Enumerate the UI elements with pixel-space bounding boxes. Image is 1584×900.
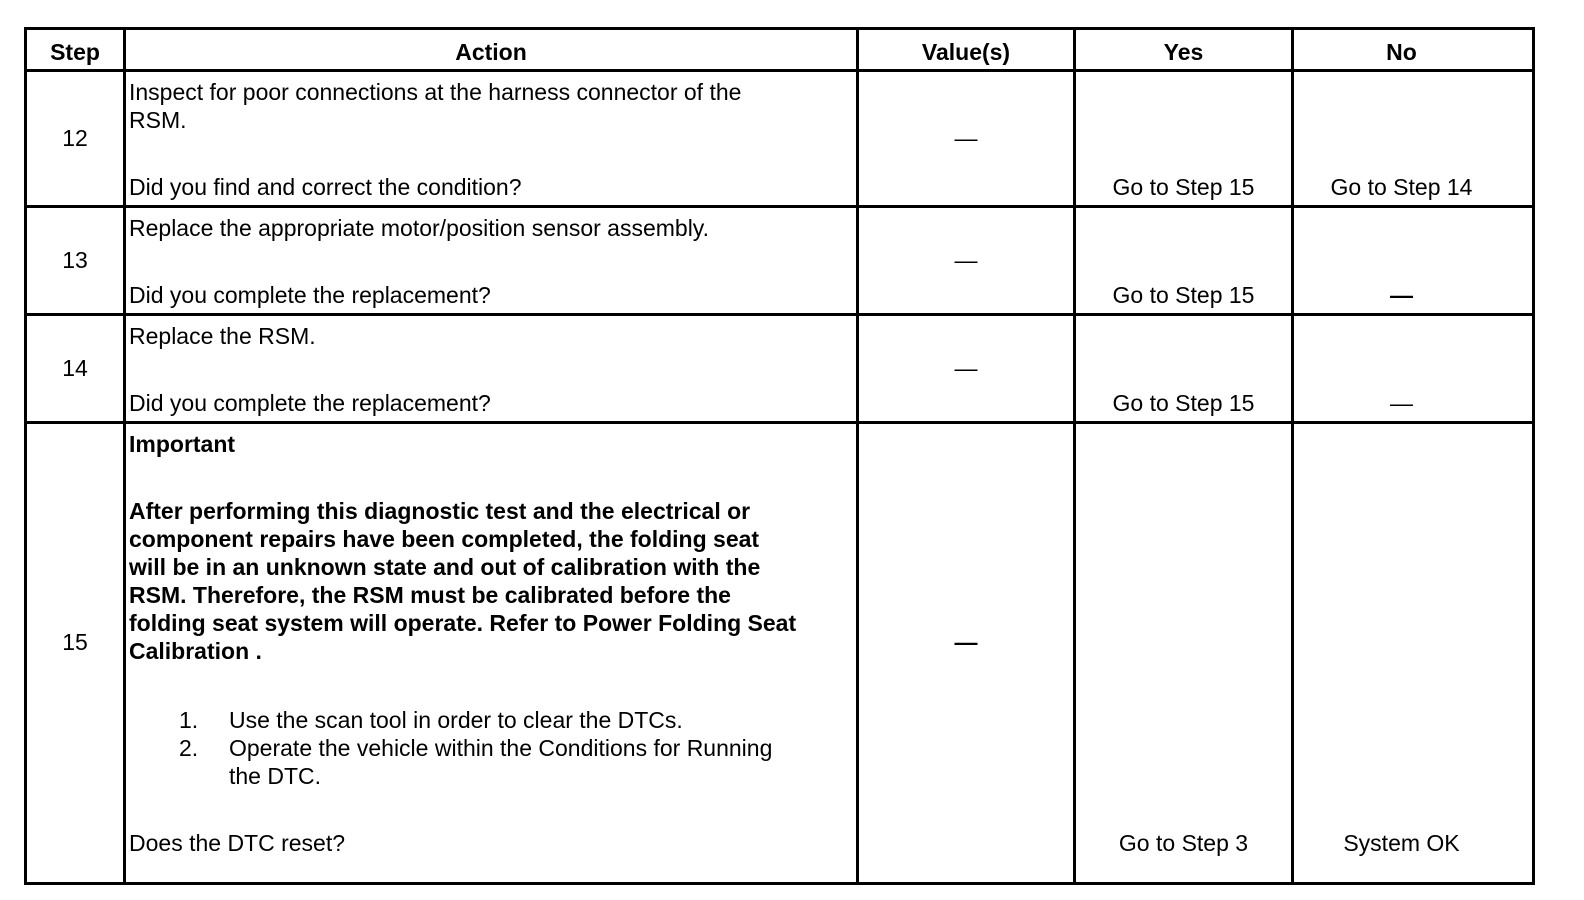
row-divider — [27, 421, 1532, 424]
important-line: After performing this diagnostic test and the electrical or — [129, 498, 751, 524]
row-divider — [27, 69, 1532, 72]
action-line: Inspect for poor connections at the harness connector of the — [129, 79, 742, 105]
no-cell: Go to Step 14 — [1330, 174, 1473, 200]
yes-cell: Go to Step 15 — [1112, 174, 1255, 200]
action-question: Does the DTC reset? — [129, 830, 346, 856]
important-title: Important — [129, 431, 236, 457]
procedure-step-text: Use the scan tool in order to clear the DTCs. — [229, 707, 683, 733]
diagnostic-table — [24, 27, 1535, 885]
value-cell: — — [954, 355, 978, 381]
header-step: Step — [50, 39, 100, 65]
no-cell: — — [1390, 390, 1413, 416]
step-number: 15 — [62, 629, 88, 655]
value-cell: — — [954, 125, 978, 151]
important-line: component repairs have been completed, the folding seat — [129, 526, 760, 552]
header-yes: Yes — [1163, 39, 1204, 65]
yes-cell: Go to Step 3 — [1118, 830, 1249, 856]
procedure-step-text: the DTC. — [229, 763, 322, 789]
important-line: will be in an unknown state and out of calibration with the — [129, 554, 761, 580]
procedure-step-number: 2. — [179, 735, 199, 761]
action-text — [129, 78, 849, 134]
action-question: Did you complete the replacement? — [129, 390, 491, 416]
step-number: 14 — [62, 355, 88, 381]
column-divider — [1073, 30, 1076, 882]
important-note — [129, 497, 854, 665]
action-text: Replace the RSM. — [129, 323, 316, 349]
yes-cell: Go to Step 15 — [1112, 390, 1255, 416]
no-cell: — — [1390, 282, 1413, 308]
procedure-step-number: 1. — [179, 707, 199, 733]
action-text: Replace the appropriate motor/position sensor assembly. — [129, 215, 709, 241]
step-number: 12 — [62, 125, 88, 151]
column-divider — [1291, 30, 1294, 882]
column-divider — [123, 30, 126, 882]
action-question: Did you complete the replacement? — [129, 282, 491, 308]
action-question: Did you find and correct the condition? — [129, 174, 522, 200]
no-cell: System OK — [1343, 830, 1460, 856]
yes-cell: Go to Step 15 — [1112, 282, 1255, 308]
row-divider — [27, 313, 1532, 316]
value-cell: — — [954, 629, 978, 655]
header-no: No — [1386, 39, 1417, 65]
important-line: folding seat system will operate. Refer to Power Folding Seat — [129, 610, 797, 636]
important-line: Calibration . — [129, 638, 262, 664]
step-number: 13 — [62, 247, 88, 273]
important-line: RSM. Therefore, the RSM must be calibrated before the — [129, 582, 731, 608]
column-divider — [856, 30, 859, 882]
action-line: RSM. — [129, 107, 187, 133]
value-cell: — — [954, 247, 978, 273]
row-divider — [27, 205, 1532, 208]
header-action: Action — [455, 39, 527, 65]
header-values: Value(s) — [921, 39, 1011, 65]
procedure-step-text: Operate the vehicle within the Conditions for Running — [229, 735, 773, 761]
